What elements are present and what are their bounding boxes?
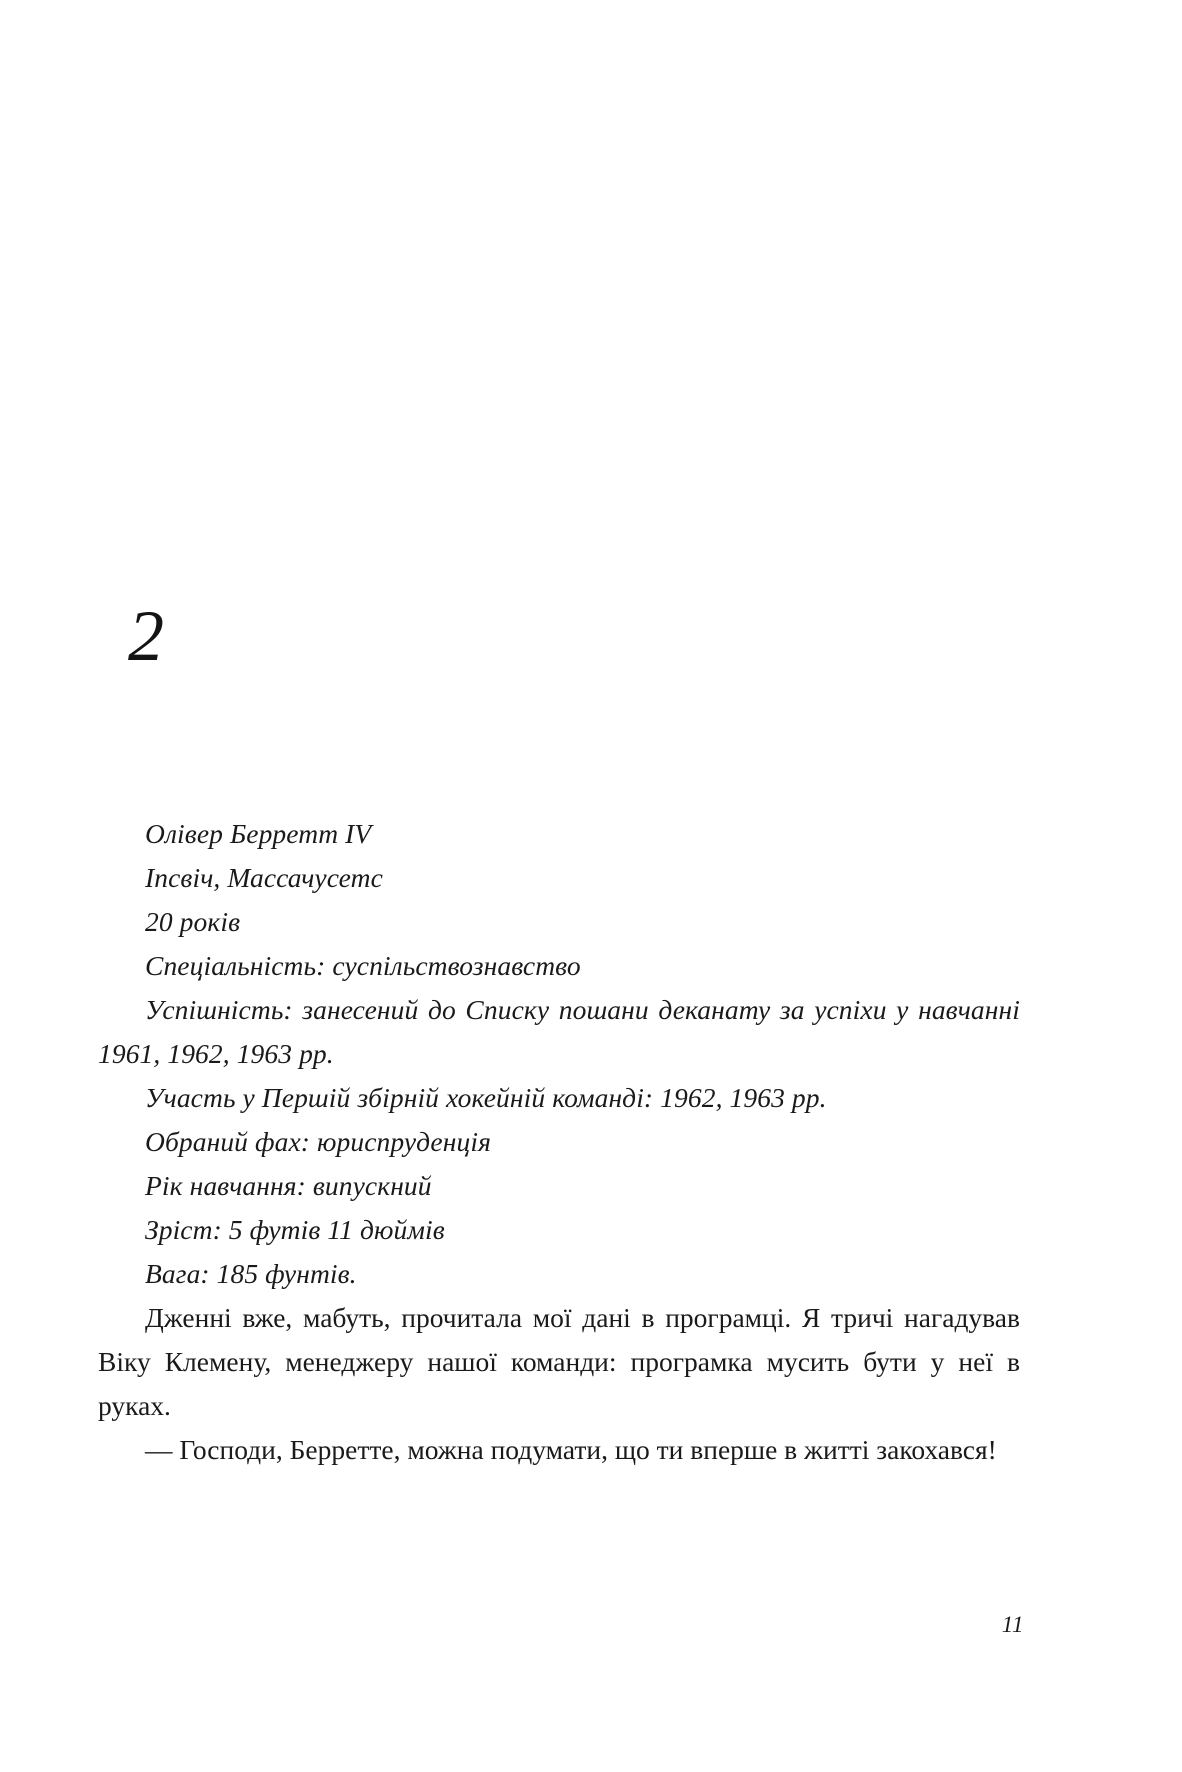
narrative-paragraph-1: Дженні вже, мабуть, прочитала мої дані в програмці. Я тричі нагадував Віку Клемену, менеджеру нашої команди: програмка мусить бути у неї в руках. [98,1302,1020,1421]
profile-line-year: Рік навчання: випускний [145,1170,432,1201]
profile-line-name: Олівер Берретт IV [145,818,372,849]
profile-line-hometown: Іпсвіч, Массачусетс [145,862,383,893]
narrative-paragraph-2: — Господи, Берретте, можна подумати, що ти вперше в житті закохався! [145,1434,997,1465]
profile-line-hockey: Участь у Першій збірній хокейній команді: 1962, 1963 рр. [145,1082,827,1113]
profile-line-honors: Успішність: занесений до Списку пошани деканату за успіхи у навчанні 1961, 1962, 1963 рр. [98,994,1020,1069]
chapter-number: 2 [128,596,165,676]
page-number: 11 [1001,1612,1024,1637]
profile-line-major: Спеціальність: суспільствознавство [145,950,581,981]
profile-line-weight: Вага: 185 фунтів. [145,1258,357,1289]
profile-line-career: Обраний фах: юриспруденція [145,1126,491,1157]
text-column [98,812,1020,1472]
profile-line-age: 20 років [145,906,241,937]
profile-line-height: Зріст: 5 футів 11 дюймів [145,1214,445,1245]
